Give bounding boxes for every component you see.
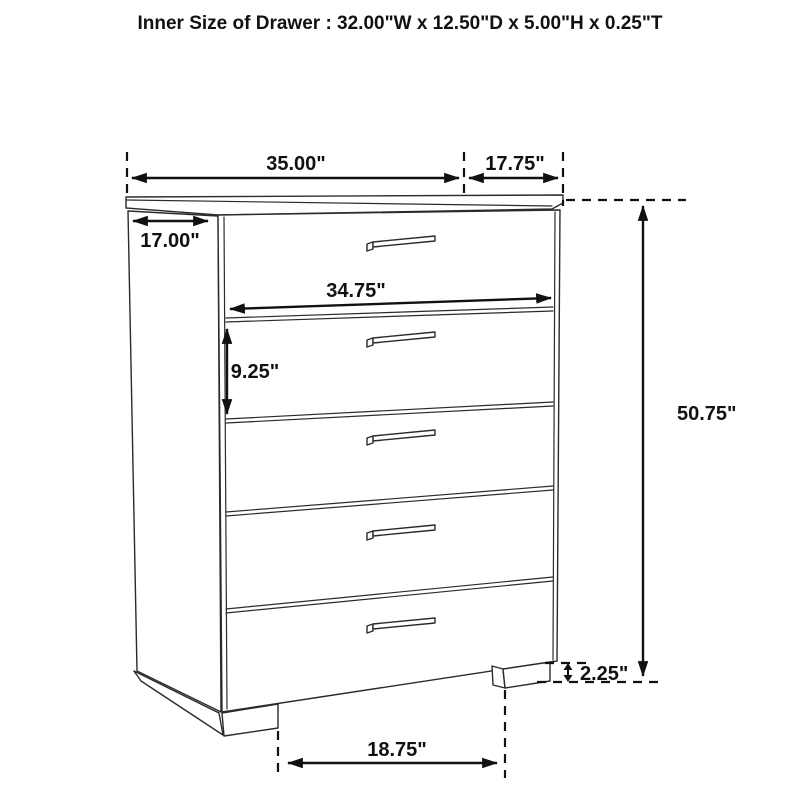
dimension-top-width-label: 35.00" [266,153,326,175]
dimension-drawer-front-height-label: 9.25" [230,361,280,383]
chest-left-side-panel [128,211,221,712]
dimension-left-side-depth-label: 17.00" [140,230,200,252]
dimension-foot-height-label: 2.25" [580,663,629,685]
chest-front-face [218,210,560,712]
dimension-foot-spacing [288,739,497,763]
chest-drawing [126,195,563,736]
dimension-top-side-depth [469,153,558,178]
dimension-overall-height-label: 50.75" [677,403,737,425]
dimension-top-width [132,153,459,178]
dimension-top-side-depth-label: 17.75" [485,153,545,175]
diagram-title: Inner Size of Drawer : 32.00"W x 12.50"D x 5.00"H x 0.25"T [137,13,663,34]
dimension-overall-height [643,206,737,676]
dimension-foot-spacing-label: 18.75" [367,739,427,761]
dimension-drawer-front-width-label: 34.75" [326,280,386,302]
